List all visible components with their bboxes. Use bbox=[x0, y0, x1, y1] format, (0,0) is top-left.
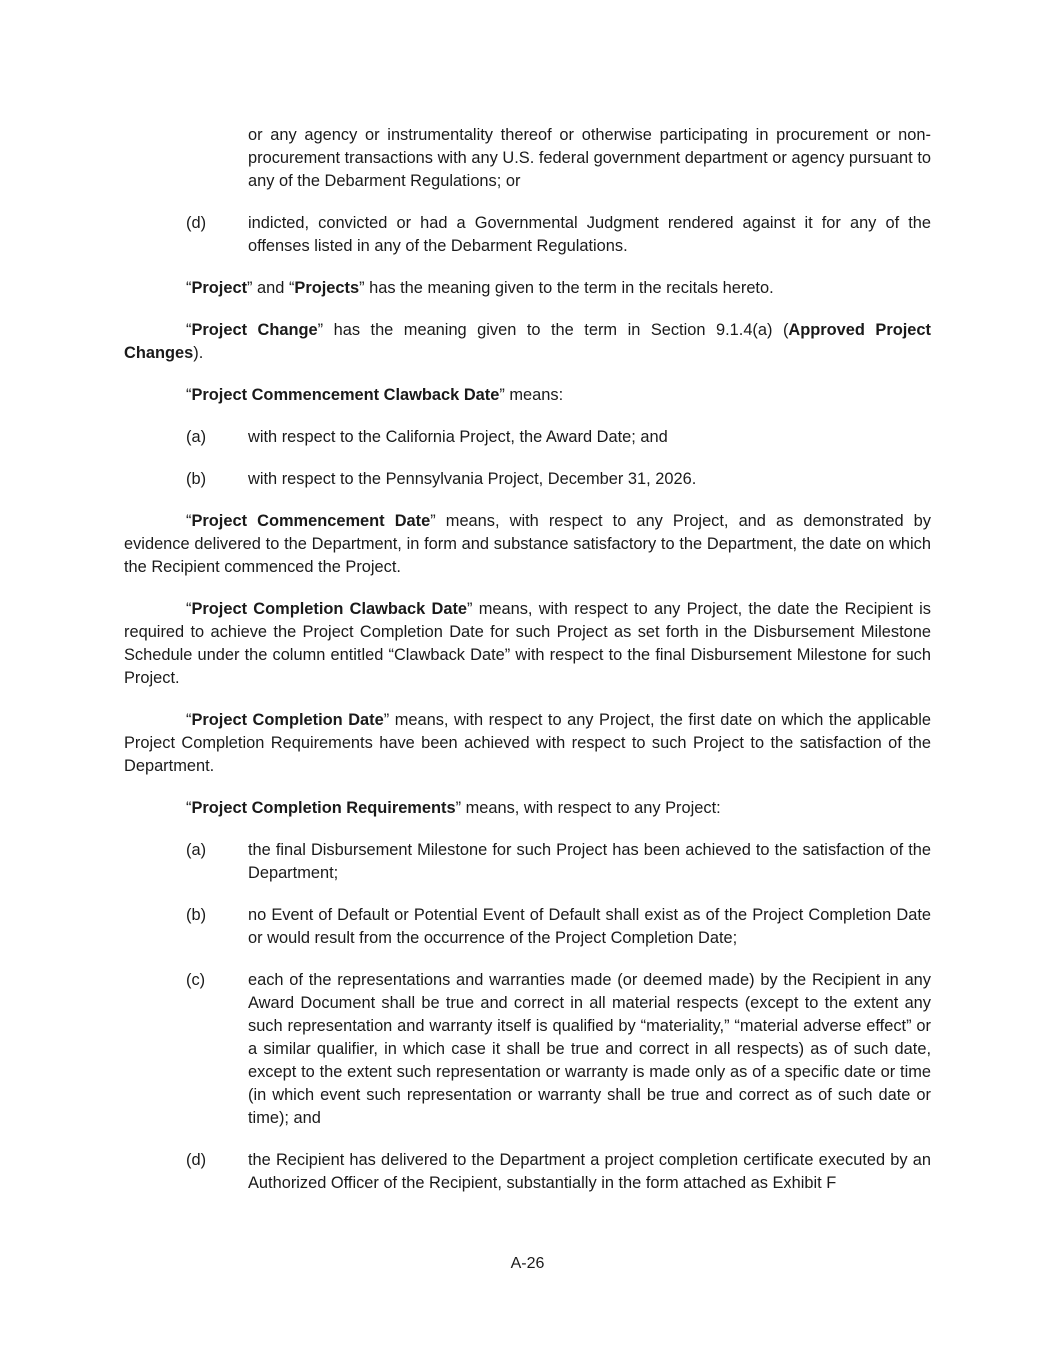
definition-project-change: “Project Change” has the meaning given to the term in Section 9.1.4(a) (Approved Project Changes). bbox=[124, 321, 931, 362]
item-text: indicted, convicted or had a Governmental Judgment rendered against it for any of the offenses listed in any of the Debarment Regulations. bbox=[248, 214, 931, 255]
defined-term: Project Completion Date bbox=[191, 711, 384, 729]
item-text: no Event of Default or Potential Event of Default shall exist as of the Project Completion Date or would result from the occurrence of the Project Completion Date; bbox=[248, 906, 931, 947]
definition-completion-requirements: “Project Completion Requirements” means, with respect to any Project: bbox=[186, 799, 721, 817]
defined-term: Project Completion Requirements bbox=[191, 799, 456, 817]
item-label: (a) bbox=[186, 428, 207, 446]
commencement-clawback-item-b bbox=[124, 468, 931, 491]
defined-term: Project bbox=[191, 279, 248, 297]
definition-completion-clawback-date: “Project Completion Clawback Date” means, with respect to any Project, the date the Recipient is required to achieve the Project Completion Date for such Project as set forth in the Disbursement Milestone Schedule under the column entitled “Clawback Date” with respect to the final Disbursement Milestone for such Project. bbox=[124, 600, 931, 687]
item-label: (d) bbox=[186, 1151, 207, 1169]
definition-project: “Project” and “Projects” has the meaning given to the term in the recitals hereto. bbox=[186, 279, 774, 297]
definition-commencement-clawback-date: “Project Commencement Clawback Date” means: bbox=[186, 386, 564, 404]
defined-term: Project Commencement Date bbox=[191, 512, 431, 530]
defined-term: Project Commencement Clawback Date bbox=[191, 386, 500, 404]
item-label: (a) bbox=[186, 841, 207, 859]
item-text: each of the representations and warranties made (or deemed made) by the Recipient in any Award Document shall be true and correct in all material respects (except to the extent any such representation and warranty itself is qualified by “materiality,” “material adverse effect” or a similar qualifier, in which case it shall be true and correct in all respects) as of such date, except to the extent such representation or warranty is made only as of a specific date or time (in which event such representation or warranty shall be true and correct as of such date or time); and bbox=[248, 971, 931, 1127]
completion-requirements-item-d bbox=[124, 1149, 931, 1195]
definition-completion-date: “Project Completion Date” means, with respect to any Project, the first date on which the applicable Project Completion Requirements have been achieved with respect to such Project to the satisfaction of the Department. bbox=[124, 711, 931, 775]
defined-term: Project Completion Clawback Date bbox=[191, 600, 468, 618]
debarment-item-d bbox=[124, 212, 931, 258]
defined-term: Projects bbox=[294, 279, 360, 297]
definition-commencement-date: “Project Commencement Date” means, with respect to any Project, and as demonstrated by evidence delivered to the Department, in form and substance satisfactory to the Department, the date on which the Recipient commenced the Project. bbox=[124, 512, 931, 576]
item-label: (b) bbox=[186, 470, 207, 488]
defined-term: Project Change bbox=[191, 321, 318, 339]
item-label: (c) bbox=[186, 971, 206, 989]
completion-requirements-item-b bbox=[124, 904, 931, 950]
continuation-paragraph: or any agency or instrumentality thereof or otherwise participating in procurement or non-procurement transactions with any U.S. federal government department or agency pursuant to any of the Debarment Regulations; or bbox=[248, 126, 931, 190]
document-page bbox=[124, 124, 931, 1214]
item-text: the Recipient has delivered to the Department a project completion certificate executed by an Authorized Officer of the Recipient, substantially in the form attached as Exhibit F bbox=[248, 1151, 931, 1192]
item-text: with respect to the California Project, the Award Date; and bbox=[248, 428, 668, 446]
page-number: A-26 bbox=[510, 1255, 545, 1272]
item-label: (d) bbox=[186, 214, 207, 232]
section-reference: Approved Project Changes bbox=[124, 321, 931, 362]
completion-requirements-item-c bbox=[124, 969, 931, 1130]
item-text: the final Disbursement Milestone for such Project has been achieved to the satisfaction of the Department; bbox=[248, 841, 931, 882]
item-label: (b) bbox=[186, 906, 207, 924]
commencement-clawback-item-a bbox=[124, 426, 931, 449]
completion-requirements-item-a bbox=[124, 839, 931, 885]
item-text: with respect to the Pennsylvania Project, December 31, 2026. bbox=[248, 470, 697, 488]
